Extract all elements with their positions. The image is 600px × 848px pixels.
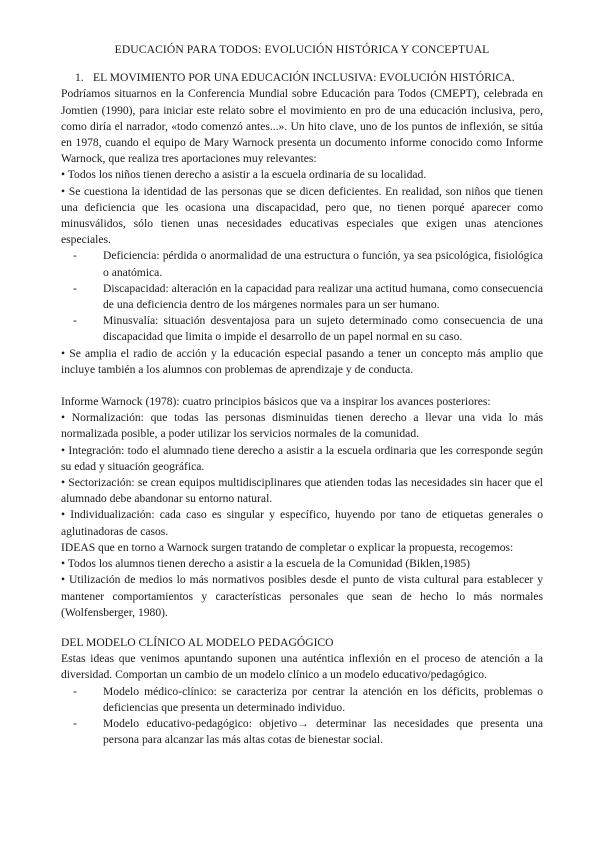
- idea-normative-means: • Utilización de medios lo más normativos posibles desde el punto de vista cultural para establecer y mantener comportamientos y características personales que sean de hecho lo más normales (Wolfensberger, 1980).: [61, 573, 543, 619]
- model-text: Modelo médico-clínico: se caracteriza por centrar la atención en los déficits, problemas o deficiencias que presenta un determinado individuo.: [103, 684, 543, 714]
- dash-marker: -: [73, 314, 77, 328]
- warnock-principles-intro: Informe Warnock (1978): cuatro principios básicos que va a inspirar los avances posteriores:: [61, 395, 491, 409]
- section-1-number: 1.: [75, 71, 84, 85]
- document-body: [61, 42, 543, 748]
- document-title: EDUCACIÓN PARA TODOS: EVOLUCIÓN HISTÓRICA Y CONCEPTUAL: [114, 43, 490, 56]
- bullet-scope-expansion: • Se amplia el radio de acción y la educación especial pasando a tener un concepto más amplio que incluye también a los alumnos con problemas de aprendizaje y de conducta.: [61, 346, 543, 376]
- definition-item-deficiencia: [61, 248, 543, 280]
- bullet-identity-question: • Se cuestiona la identidad de las personas que se dicen deficientes. En realidad, son niños que tienen una deficiencia que les ocasiona una discapacidad, pero que, no tienen porqué aparecer como minusválidos, sólo tienen unas necesidades educativas especiales que exigen unas atenciones especiales.: [61, 184, 543, 247]
- bullet-children-right: • Todos los niños tienen derecho a asistir a la escuela ordinaria de su localidad.: [61, 168, 427, 182]
- dash-marker: -: [73, 249, 77, 263]
- section-1-heading-text: EL MOVIMIENTO POR UNA EDUCACIÓN INCLUSIVA: EVOLUCIÓN HISTÓRICA.: [93, 71, 515, 85]
- intro-paragraph: Podríamos situarnos en la Conferencia Mundial sobre Educación para Todos (CMEPT), celebrada en Jomtien (1990), para iniciar este relato sobre el movimiento en pro de una educación inclusiva, pero, como diría el narrador, «todo comenzó antes...». Un hito clave, uno de los puntos de inflexión, se sitúa en 1978, cuando el equipo de Mary Warnock presenta un documento informe conocido como Informe Warnock, que realiza tres aportaciones muy relevantes:: [61, 87, 543, 166]
- model-item-pedagogico: [61, 716, 543, 748]
- principle-individualizacion: • Individualización: cada caso es singular y específico, huyendo por tano de etiquetas generales o aglutinadoras de casos.: [61, 508, 543, 538]
- definition-text: Discapacidad: alteración en la capacidad para realizar una actitud humana, como consecuencia de una deficiencia dentro de los márgenes normales para un ser humano.: [103, 281, 543, 312]
- dash-marker: -: [73, 716, 77, 730]
- model-item-clinico: [61, 684, 543, 716]
- dash-marker: -: [73, 281, 77, 295]
- dash-marker: -: [73, 684, 77, 698]
- principle-normalizacion: • Normalización: que todas las personas disminuidas tienen derecho a llevar una vida lo más normalizada posible, a poder utilizar los servicios normales de la comunidad.: [61, 411, 543, 441]
- section-1-heading: [61, 70, 543, 86]
- model-text: Modelo educativo-pedagógico: objetivo→ determinar las necesidades que presenta una persona para alcanzar las más altas cotas de bienestar social.: [103, 716, 543, 747]
- section-2-heading: DEL MODELO CLÍNICO AL MODELO PEDAGÓGICO: [61, 635, 334, 649]
- definition-item-discapacidad: [61, 281, 543, 313]
- principle-integracion: • Integración: todo el alumnado tiene derecho a asistir a la escuela ordinaria que les corresponde según su edad y situación geográfica.: [61, 443, 543, 473]
- definition-text: Deficiencia: pérdida o anormalidad de una estructura o función, ya sea psicológica, fisiológica o anatómica.: [103, 249, 543, 279]
- section-spacer: [61, 621, 543, 635]
- principle-sectorizacion: • Sectorización: se crean equipos multidisciplinares que atienden todas las necesidades sin hacer que el alumnado debe abandonar su entorno natural.: [61, 476, 543, 506]
- paragraph-spacer: [61, 378, 543, 394]
- definition-text: Minusvalía: situación desventajosa para un sujeto determinado como consecuencia de una discapacidad que limita o impide el desarrollo de un papel normal en su caso.: [103, 314, 543, 344]
- idea-community-school: • Todos los alumnos tienen derecho a asistir a la escuela de la Comunidad (Biklen,1985): [61, 557, 471, 571]
- section-2-intro: Estas ideas que venimos apuntando suponen una auténtica inflexión en el proceso de atención a la diversidad. Comportan un cambio de un modelo clínico a un modelo educativo/pedagógico.: [61, 652, 543, 682]
- ideas-intro: IDEAS que en torno a Warnock surgen tratando de completar o explicar la propuesta, recogemos:: [61, 540, 514, 554]
- definition-item-minusvalia: [61, 313, 543, 345]
